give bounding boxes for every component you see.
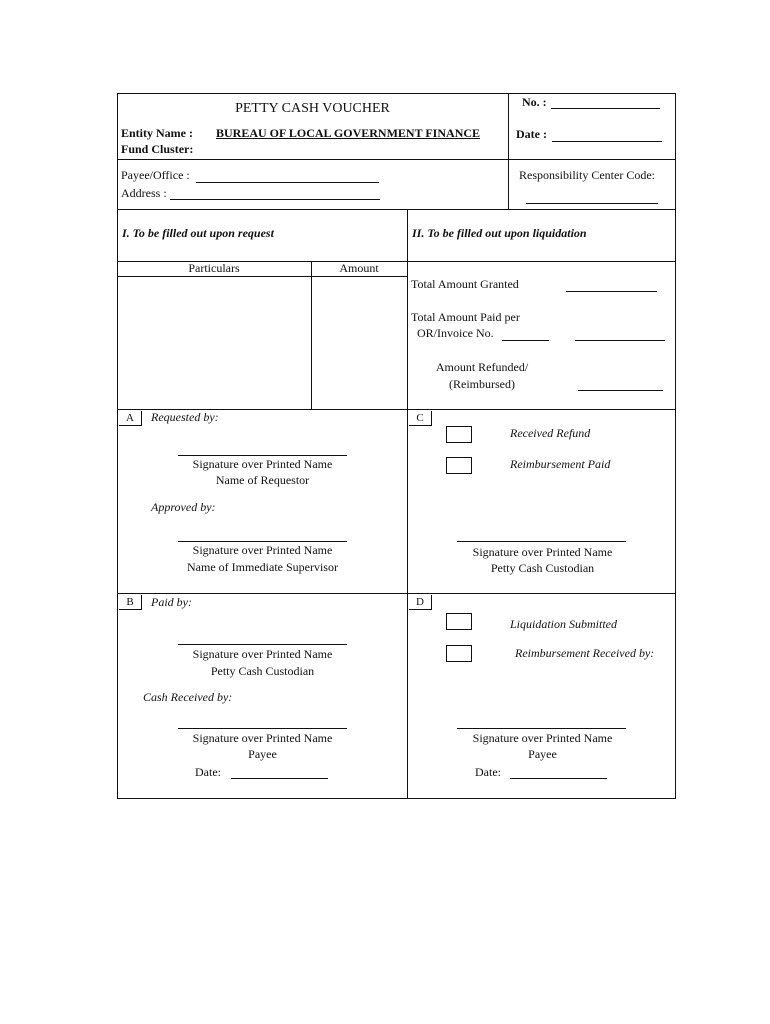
amount-column-divider [311, 261, 312, 410]
header-divider [508, 93, 509, 210]
invoice-label: OR/Invoice No. [417, 326, 494, 340]
particulars-header-rule [117, 276, 408, 277]
no-field[interactable] [551, 108, 660, 109]
requestor-sig-caption: Signature over Printed Name [192, 457, 333, 471]
total-granted-label: Total Amount Granted [411, 277, 519, 291]
supervisor-sig-caption: Signature over Printed Name [192, 543, 333, 557]
total-paid-field[interactable] [575, 340, 665, 341]
payee-label: Payee/Office : [121, 168, 190, 182]
requestor-signature-line[interactable] [178, 455, 347, 456]
fund-label: Fund Cluster: [121, 142, 194, 156]
entity-label: Entity Name : [121, 126, 193, 140]
liquidation-submitted-label: Liquidation Submitted [510, 617, 618, 631]
custodian-sig-caption-b: Signature over Printed Name [192, 647, 333, 661]
payee-name-caption-d: Payee [528, 747, 557, 761]
received-refund-label: Received Refund [510, 426, 591, 440]
payee-field[interactable] [196, 182, 379, 183]
address-field[interactable] [170, 199, 380, 200]
amount-cell[interactable] [313, 278, 405, 408]
total-granted-field[interactable] [566, 291, 657, 292]
section2-title: II. To be filled out upon liquidation [412, 226, 587, 240]
paid-by-label: Paid by: [151, 595, 192, 609]
col-particulars: Particulars [188, 261, 240, 275]
no-label: No. : [522, 95, 547, 109]
refunded-field[interactable] [578, 390, 663, 391]
custodian-signature-line-b[interactable] [178, 644, 347, 645]
col-amount: Amount [339, 261, 379, 275]
requested-by-label: Requested by: [151, 410, 219, 424]
reimbursed-label: (Reimbursed) [449, 377, 515, 391]
block-b-tag: B [119, 595, 142, 610]
custodian-name-caption-c: Petty Cash Custodian [490, 561, 595, 575]
payee-signature-line-b[interactable] [178, 728, 347, 729]
payee-rule [117, 209, 676, 210]
invoice-no-field[interactable] [502, 340, 549, 341]
payee-sig-caption-b: Signature over Printed Name [192, 731, 333, 745]
custodian-signature-line-c[interactable] [457, 541, 626, 542]
reimbursement-paid-label: Reimbursement Paid [510, 457, 611, 471]
bd-top-rule [117, 593, 676, 594]
cash-received-by-label: Cash Received by: [143, 690, 233, 704]
requestor-name-caption: Name of Requestor [215, 473, 310, 487]
rcc-label: Responsibility Center Code: [519, 168, 655, 182]
total-paid-label: Total Amount Paid per [411, 310, 520, 324]
page-title: PETTY CASH VOUCHER [235, 101, 390, 116]
reimbursement-received-label: Reimbursement Received by: [515, 646, 655, 660]
reimbursement-received-checkbox[interactable] [446, 645, 472, 662]
reimbursement-paid-checkbox[interactable] [446, 457, 472, 474]
block-c-tag: C [409, 411, 432, 426]
block-a-tag: A [119, 411, 142, 426]
date-label: Date : [516, 127, 547, 141]
date-label-d: Date: [475, 765, 501, 779]
supervisor-signature-line[interactable] [178, 541, 347, 542]
custodian-name-caption-b: Petty Cash Custodian [210, 664, 315, 678]
rcc-field[interactable] [526, 203, 658, 204]
supervisor-name-caption: Name of Immediate Supervisor [187, 560, 338, 574]
payee-sig-caption-d: Signature over Printed Name [472, 731, 613, 745]
entity-value: BUREAU OF LOCAL GOVERNMENT FINANCE [216, 126, 481, 140]
date-field-b[interactable] [231, 778, 328, 779]
block-d-tag: D [409, 595, 432, 610]
custodian-sig-caption-c: Signature over Printed Name [472, 545, 613, 559]
particulars-cell[interactable] [119, 278, 309, 408]
section-divider-top [407, 209, 408, 798]
refunded-label: Amount Refunded/ [435, 360, 529, 374]
header-rule [117, 159, 676, 160]
received-refund-checkbox[interactable] [446, 426, 472, 443]
date-field[interactable] [552, 141, 662, 142]
liquidation-submitted-checkbox[interactable] [446, 613, 472, 630]
payee-signature-line-d[interactable] [457, 728, 626, 729]
address-label: Address : [121, 186, 167, 200]
section1-title: I. To be filled out upon request [122, 226, 274, 240]
date-label-b: Date: [195, 765, 221, 779]
date-field-d[interactable] [510, 778, 607, 779]
approved-by-label: Approved by: [151, 500, 216, 514]
payee-name-caption-b: Payee [248, 747, 277, 761]
